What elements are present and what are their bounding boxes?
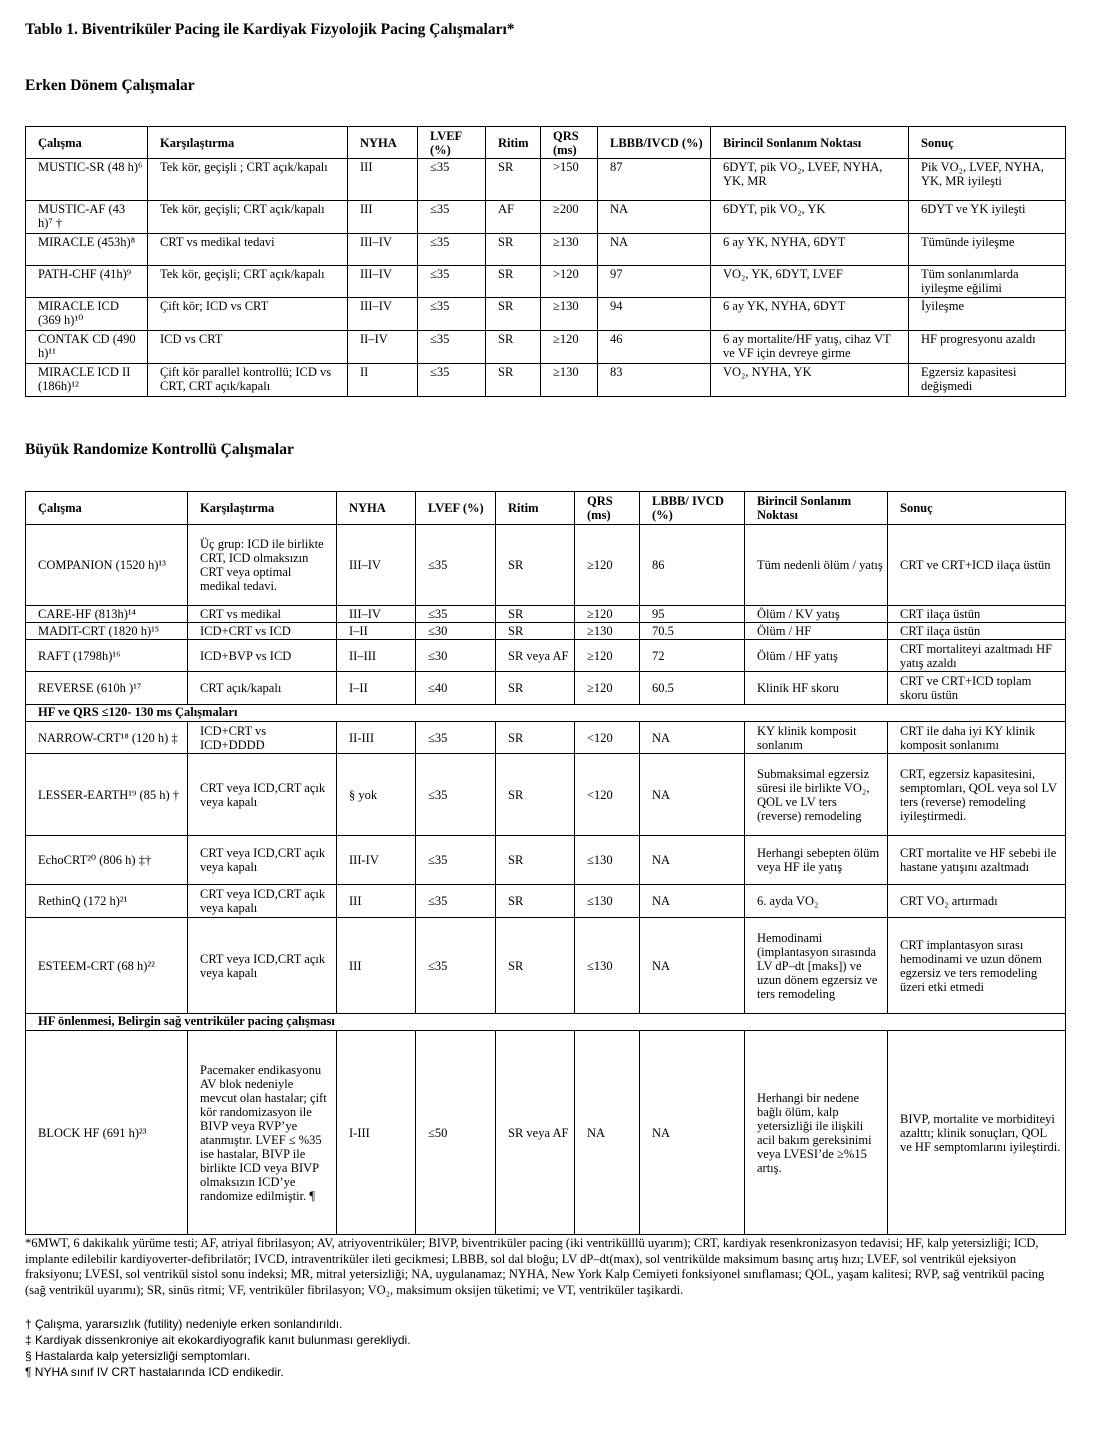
table-cell: >120 <box>541 266 598 298</box>
table-cell: 6 ay YK, NYHA, 6DYT <box>711 298 909 331</box>
table-cell: I-III <box>337 1031 416 1235</box>
table-cell: ≥120 <box>575 672 640 705</box>
column-header: Karşılaştırma <box>148 127 348 159</box>
table-row <box>26 234 1066 266</box>
table-cell: 6. ayda VO₂ <box>745 885 888 918</box>
table-cell: SR <box>496 606 575 623</box>
table-cell: Herhangi sebepten ölüm veya HF ile yatış <box>745 836 888 885</box>
table-cell: NA <box>575 1031 640 1235</box>
column-header: Birincil Sonlanım Noktası <box>745 492 888 525</box>
table-cell: Ölüm / KV yatış <box>745 606 888 623</box>
table-cell: <120 <box>575 754 640 836</box>
column-header: Çalışma <box>26 492 188 525</box>
table-cell: II–III <box>337 640 416 672</box>
table-cell: ESTEEM-CRT (68 h)²² <box>26 918 188 1014</box>
table-cell: CRT VO₂ artırmadı <box>888 885 1066 918</box>
table-cell: Pik VO₂, LVEF, NYHA, YK, MR iyileşti <box>909 159 1066 201</box>
table-cell: SR <box>486 364 541 397</box>
table-cell: BLOCK HF (691 h)²³ <box>26 1031 188 1235</box>
table-row <box>26 754 1066 836</box>
section-heading-rct: Büyük Randomize Kontrollü Çalışmalar <box>25 441 294 458</box>
table-cell: AF <box>486 201 541 234</box>
table-cell: ≥200 <box>541 201 598 234</box>
table-cell: CRT ve CRT+ICD toplam skoru üstün <box>888 672 1066 705</box>
table-cell: SR <box>496 623 575 640</box>
table-cell: CRT ile daha iyi KY klinik komposit sonlanımı <box>888 722 1066 754</box>
table-cell: PATH-CHF (41h)⁹ <box>26 266 148 298</box>
table-cell: NA <box>640 836 745 885</box>
column-header: NYHA <box>348 127 418 159</box>
table-header-row <box>26 492 1066 525</box>
table-cell: I–II <box>337 623 416 640</box>
table-cell: Hemodinami (implantasyon sırasında LV dP–dt [maks]) ve uzun dönem egzersiz ve ters remodeling <box>745 918 888 1014</box>
table-cell: ≤35 <box>418 298 486 331</box>
table-subheading-row <box>26 705 1066 722</box>
table-cell: ≤35 <box>416 722 496 754</box>
footnote-section: § Hastalarda kalp yetersizliği semptomları. <box>25 1349 251 1363</box>
table-cell: SR <box>486 331 541 364</box>
table-cell: CRT mortalite ve HF sebebi ile hastane yatışını azaltmadı <box>888 836 1066 885</box>
table-title: Tablo 1. Biventriküler Pacing ile Kardiyak Fizyolojik Pacing Çalışmaları* <box>25 21 515 38</box>
table-row <box>26 722 1066 754</box>
table-cell: ≤130 <box>575 885 640 918</box>
table-cell: 6DYT ve YK iyileşti <box>909 201 1066 234</box>
table-cell: ≥120 <box>575 525 640 606</box>
column-header: Ritim <box>486 127 541 159</box>
table-cell: VO₂, NYHA, YK <box>711 364 909 397</box>
table-cell: SR veya AF <box>496 1031 575 1235</box>
table-cell: 72 <box>640 640 745 672</box>
table-cell: ≤30 <box>416 640 496 672</box>
table-cell: 60.5 <box>640 672 745 705</box>
column-header: LBBB/IVCD (%) <box>598 127 711 159</box>
table-cell: Tüm nedenli ölüm / yatış <box>745 525 888 606</box>
table-cell: Ölüm / HF yatış <box>745 640 888 672</box>
table-row <box>26 640 1066 672</box>
table-cell: Tüm sonlanımlarda iyileşme eğilimi <box>909 266 1066 298</box>
table-cell: SR <box>496 722 575 754</box>
table-cell: ≥120 <box>575 640 640 672</box>
table-cell: NA <box>598 234 711 266</box>
table-cell: SR <box>496 885 575 918</box>
abbreviations-footnote: *6MWT, 6 dakikalık yürüme testi; AF, atriyal fibrilasyon; AV, atriyoventriküler; BIVP, biventriküler pacing (iki ventrikülllü uyarım); CRT, kardiyak resenkronizasyon tedavisi; HF, kalp yetersizliği; ICD, implante edilebilir kardiyoverter-defibrilatör; IVCD, intraventriküler ileti gecikmesi; LBBB, sol dal bloğu; LV dP–dt(max), sol ventrikülde maksimum basınç artış hızı; LVEF, sol ventrikül ejeksiyon fraksiyonu; LVESI, sol ventrikül sistol sonu indeksi; MR, mitral yetersizliği; NA, uygulanamaz; NYHA, New York Kalp Cemiyeti fonksiyonel sınıflaması; QOL, yaşam kalitesi; RVP, sağ ventrikül pacing (sağ ventrikül uyarımı); SR, sinüs ritmi; VF, ventriküler fibrilasyon; VO₂, maksimum oksijen tüketimi; ve VT, ventriküler taşikardi. <box>25 1236 1045 1297</box>
column-header: LVEF (%) <box>416 492 496 525</box>
table-cell: >150 <box>541 159 598 201</box>
table-cell: NARROW-CRT¹⁸ (120 h) ‡ <box>26 722 188 754</box>
table-cell: III–IV <box>348 234 418 266</box>
table-cell: 70.5 <box>640 623 745 640</box>
table-cell: ≤130 <box>575 836 640 885</box>
table-cell: CRT açık/kapalı <box>188 672 337 705</box>
table-cell: II-III <box>337 722 416 754</box>
table-cell: ≤35 <box>418 201 486 234</box>
rct-studies-table <box>25 491 1066 1235</box>
table-row <box>26 266 1066 298</box>
table-cell: NA <box>640 722 745 754</box>
table-row <box>26 159 1066 201</box>
table-cell: ≤35 <box>418 159 486 201</box>
early-studies-table <box>25 126 1066 397</box>
table-cell: III <box>337 885 416 918</box>
table-cell: III–IV <box>337 525 416 606</box>
table-row <box>26 606 1066 623</box>
table-cell: CRT veya ICD,CRT açık veya kapalı <box>188 918 337 1014</box>
table-cell: NA <box>640 1031 745 1235</box>
column-header: Birincil Sonlanım Noktası <box>711 127 909 159</box>
table-cell: 6 ay YK, NYHA, 6DYT <box>711 234 909 266</box>
table-cell: SR <box>496 918 575 1014</box>
column-header: QRS (ms) <box>575 492 640 525</box>
table-cell: CRT ilaça üstün <box>888 606 1066 623</box>
table-row <box>26 331 1066 364</box>
table-subheading: HF önlenmesi, Belirgin sağ ventriküler pacing çalışması <box>26 1014 1066 1031</box>
table-cell: ≥120 <box>575 606 640 623</box>
table-cell: 86 <box>640 525 745 606</box>
table-header-row <box>26 127 1066 159</box>
table-cell: III–IV <box>348 298 418 331</box>
table-row <box>26 672 1066 705</box>
table-cell: SR <box>496 836 575 885</box>
table-cell: Pacemaker endikasyonu AV blok nedeniyle mevcut olan hastalar; çift kör randomizasyon ile BIVP veya RVP’ye atanmıştır. LVEF ≤ %35 ise hastalar, BIVP ile birlikte ICD veya BIVP olmaksızın ICD’ye randomize edilmiştir. ¶ <box>188 1031 337 1235</box>
table-cell: Çift kör; ICD vs CRT <box>148 298 348 331</box>
table-cell: MIRACLE (453h)⁸ <box>26 234 148 266</box>
table-cell: <120 <box>575 722 640 754</box>
table-cell: CRT mortaliteyi azaltmadı HF yatış azaldı <box>888 640 1066 672</box>
table-cell: ≤35 <box>416 918 496 1014</box>
table-cell: EchoCRT²⁰ (806 h) ‡† <box>26 836 188 885</box>
table-cell: ≤35 <box>416 606 496 623</box>
table-row <box>26 885 1066 918</box>
table-cell: ≤35 <box>418 364 486 397</box>
section-heading-early: Erken Dönem Çalışmalar <box>25 77 195 94</box>
column-header: Çalışma <box>26 127 148 159</box>
table-cell: SR <box>496 672 575 705</box>
table-cell: ≤35 <box>416 885 496 918</box>
table-cell: ≤35 <box>416 525 496 606</box>
table-cell: ≤30 <box>416 623 496 640</box>
table-cell: SR <box>496 754 575 836</box>
table-cell: ≥130 <box>575 623 640 640</box>
table-cell: ICD+CRT vs ICD <box>188 623 337 640</box>
footnote-pilcrow: ¶ NYHA sınıf IV CRT hastalarında ICD endikedir. <box>25 1365 284 1379</box>
table-cell: HF progresyonu azaldı <box>909 331 1066 364</box>
column-header: Sonuç <box>909 127 1066 159</box>
table-cell: Herhangi bir nedene bağlı ölüm, kalp yetersizliği ile ilişkili acil bakım gereksinimi veya LVESI’de ≥%15 artış. <box>745 1031 888 1235</box>
table-cell: NA <box>640 754 745 836</box>
table-cell: SR <box>486 159 541 201</box>
table-cell: Tek kör, geçişli; CRT açık/kapalı <box>148 201 348 234</box>
table-cell: KY klinik komposit sonlanım <box>745 722 888 754</box>
table-cell: CONTAK CD (490 h)¹¹ <box>26 331 148 364</box>
table-row <box>26 623 1066 640</box>
table-cell: CRT ve CRT+ICD ilaça üstün <box>888 525 1066 606</box>
table-cell: III–IV <box>348 266 418 298</box>
table-cell: CRT veya ICD,CRT açık veya kapalı <box>188 836 337 885</box>
table-cell: CRT, egzersiz kapasitesini, semptomları, QOL veya sol LV ters (reverse) remodeling iyileştirmedi. <box>888 754 1066 836</box>
table-cell: 6 ay mortalite/HF yatış, cihaz VT ve VF için devreye girme <box>711 331 909 364</box>
table-cell: § yok <box>337 754 416 836</box>
table-cell: SR veya AF <box>496 640 575 672</box>
table-cell: NA <box>598 201 711 234</box>
table-cell: II–IV <box>348 331 418 364</box>
table-cell: SR <box>486 266 541 298</box>
table-cell: ≥130 <box>541 234 598 266</box>
table-row <box>26 836 1066 885</box>
table-cell: MIRACLE ICD (369 h)¹⁰ <box>26 298 148 331</box>
table-cell: CRT ilaça üstün <box>888 623 1066 640</box>
table-cell: SR <box>496 525 575 606</box>
table-cell: ICD vs CRT <box>148 331 348 364</box>
table-cell: III–IV <box>337 606 416 623</box>
table-cell: ≤35 <box>416 754 496 836</box>
table-cell: 95 <box>640 606 745 623</box>
table-cell: I–II <box>337 672 416 705</box>
table-cell: CRT vs medikal tedavi <box>148 234 348 266</box>
table-cell: 87 <box>598 159 711 201</box>
table-cell: 46 <box>598 331 711 364</box>
column-header: NYHA <box>337 492 416 525</box>
table-cell: VO₂, YK, 6DYT, LVEF <box>711 266 909 298</box>
footnote-dagger: † Çalışma, yararsızlık (futility) nedeniyle erken sonlandırıldı. <box>25 1317 343 1331</box>
table-cell: 94 <box>598 298 711 331</box>
table-cell: III-IV <box>337 836 416 885</box>
table-cell: ICD+BVP vs ICD <box>188 640 337 672</box>
table-cell: Tümünde iyileşme <box>909 234 1066 266</box>
table-cell: ≤35 <box>416 836 496 885</box>
table-row <box>26 1031 1066 1235</box>
table-row <box>26 298 1066 331</box>
table-cell: CRT veya ICD,CRT açık veya kapalı <box>188 885 337 918</box>
table-cell: ≤50 <box>416 1031 496 1235</box>
table-cell: MADIT-CRT (1820 h)¹⁵ <box>26 623 188 640</box>
table-cell: II <box>348 364 418 397</box>
table-cell: Üç grup: ICD ile birlikte CRT, ICD olmaksızın CRT veya optimal medikal tedavi. <box>188 525 337 606</box>
table-cell: III <box>348 159 418 201</box>
table-cell: MUSTIC-SR (48 h)⁶ <box>26 159 148 201</box>
symbol-footnotes <box>25 1316 1065 1380</box>
table-cell: Klinik HF skoru <box>745 672 888 705</box>
table-cell: 6DYT, pik VO₂, LVEF, NYHA, YK, MR <box>711 159 909 201</box>
table-cell: BIVP, mortalite ve morbiditeyi azalttı; klinik sonuçları, QOL ve HF semptomlarını iyileştirdi. <box>888 1031 1066 1235</box>
table-cell: Submaksimal egzersiz süresi ile birlikte VO₂, QOL ve LV ters (reverse) remodeling <box>745 754 888 836</box>
table-cell: RethinQ (172 h)²¹ <box>26 885 188 918</box>
table-cell: III <box>348 201 418 234</box>
table-cell: SR <box>486 298 541 331</box>
column-header: LBBB/ IVCD (%) <box>640 492 745 525</box>
table-cell: LESSER-EARTH¹⁹ (85 h) † <box>26 754 188 836</box>
table-cell: RAFT (1798h)¹⁶ <box>26 640 188 672</box>
table-cell: İyileşme <box>909 298 1066 331</box>
table-cell: ≤40 <box>416 672 496 705</box>
table-cell: 83 <box>598 364 711 397</box>
table-cell: ≥130 <box>541 298 598 331</box>
table-row <box>26 525 1066 606</box>
table-cell: 97 <box>598 266 711 298</box>
table-cell: MUSTIC-AF (43 h)⁷ † <box>26 201 148 234</box>
table-cell: CRT vs medikal <box>188 606 337 623</box>
table-cell: Egzersiz kapasitesi değişmedi <box>909 364 1066 397</box>
table-cell: ≥120 <box>541 331 598 364</box>
table-row <box>26 918 1066 1014</box>
table-subheading: HF ve QRS ≤120- 130 ms Çalışmaları <box>26 705 1066 722</box>
table-cell: SR <box>486 234 541 266</box>
table-cell: ICD+CRT vs ICD+DDDD <box>188 722 337 754</box>
table-cell: MIRACLE ICD II (186h)¹² <box>26 364 148 397</box>
footnote-double-dagger: ‡ Kardiyak dissenkroniye ait ekokardiyografik kanıt bulunması gerekliydi. <box>25 1333 411 1347</box>
table-cell: CARE-HF (813h)¹⁴ <box>26 606 188 623</box>
column-header: Sonuç <box>888 492 1066 525</box>
table-cell: III <box>337 918 416 1014</box>
table-cell: ≥130 <box>541 364 598 397</box>
table-cell: ≤35 <box>418 331 486 364</box>
column-header: LVEF (%) <box>418 127 486 159</box>
table-subheading-row <box>26 1014 1066 1031</box>
table-cell: NA <box>640 918 745 1014</box>
column-header: Karşılaştırma <box>188 492 337 525</box>
table-cell: ≤35 <box>418 234 486 266</box>
table-cell: CRT implantasyon sırası hemodinami ve uzun dönem egzersiz ve ters remodeling üzeri etki etmedi <box>888 918 1066 1014</box>
table-cell: 6DYT, pik VO₂, YK <box>711 201 909 234</box>
column-header: QRS (ms) <box>541 127 598 159</box>
column-header: Ritim <box>496 492 575 525</box>
table-cell: Tek kör, geçişli ; CRT açık/kapalı <box>148 159 348 201</box>
table-cell: Ölüm / HF <box>745 623 888 640</box>
table-cell: Tek kör, geçişli; CRT açık/kapalı <box>148 266 348 298</box>
table-cell: ≤130 <box>575 918 640 1014</box>
table-cell: Çift kör parallel kontrollü; ICD vs CRT, CRT açık/kapalı <box>148 364 348 397</box>
table-cell: CRT veya ICD,CRT açık veya kapalı <box>188 754 337 836</box>
table-row <box>26 364 1066 397</box>
table-cell: COMPANION (1520 h)¹³ <box>26 525 188 606</box>
table-cell: REVERSE (610h )¹⁷ <box>26 672 188 705</box>
table-row <box>26 201 1066 234</box>
table-cell: NA <box>640 885 745 918</box>
table-cell: ≤35 <box>418 266 486 298</box>
